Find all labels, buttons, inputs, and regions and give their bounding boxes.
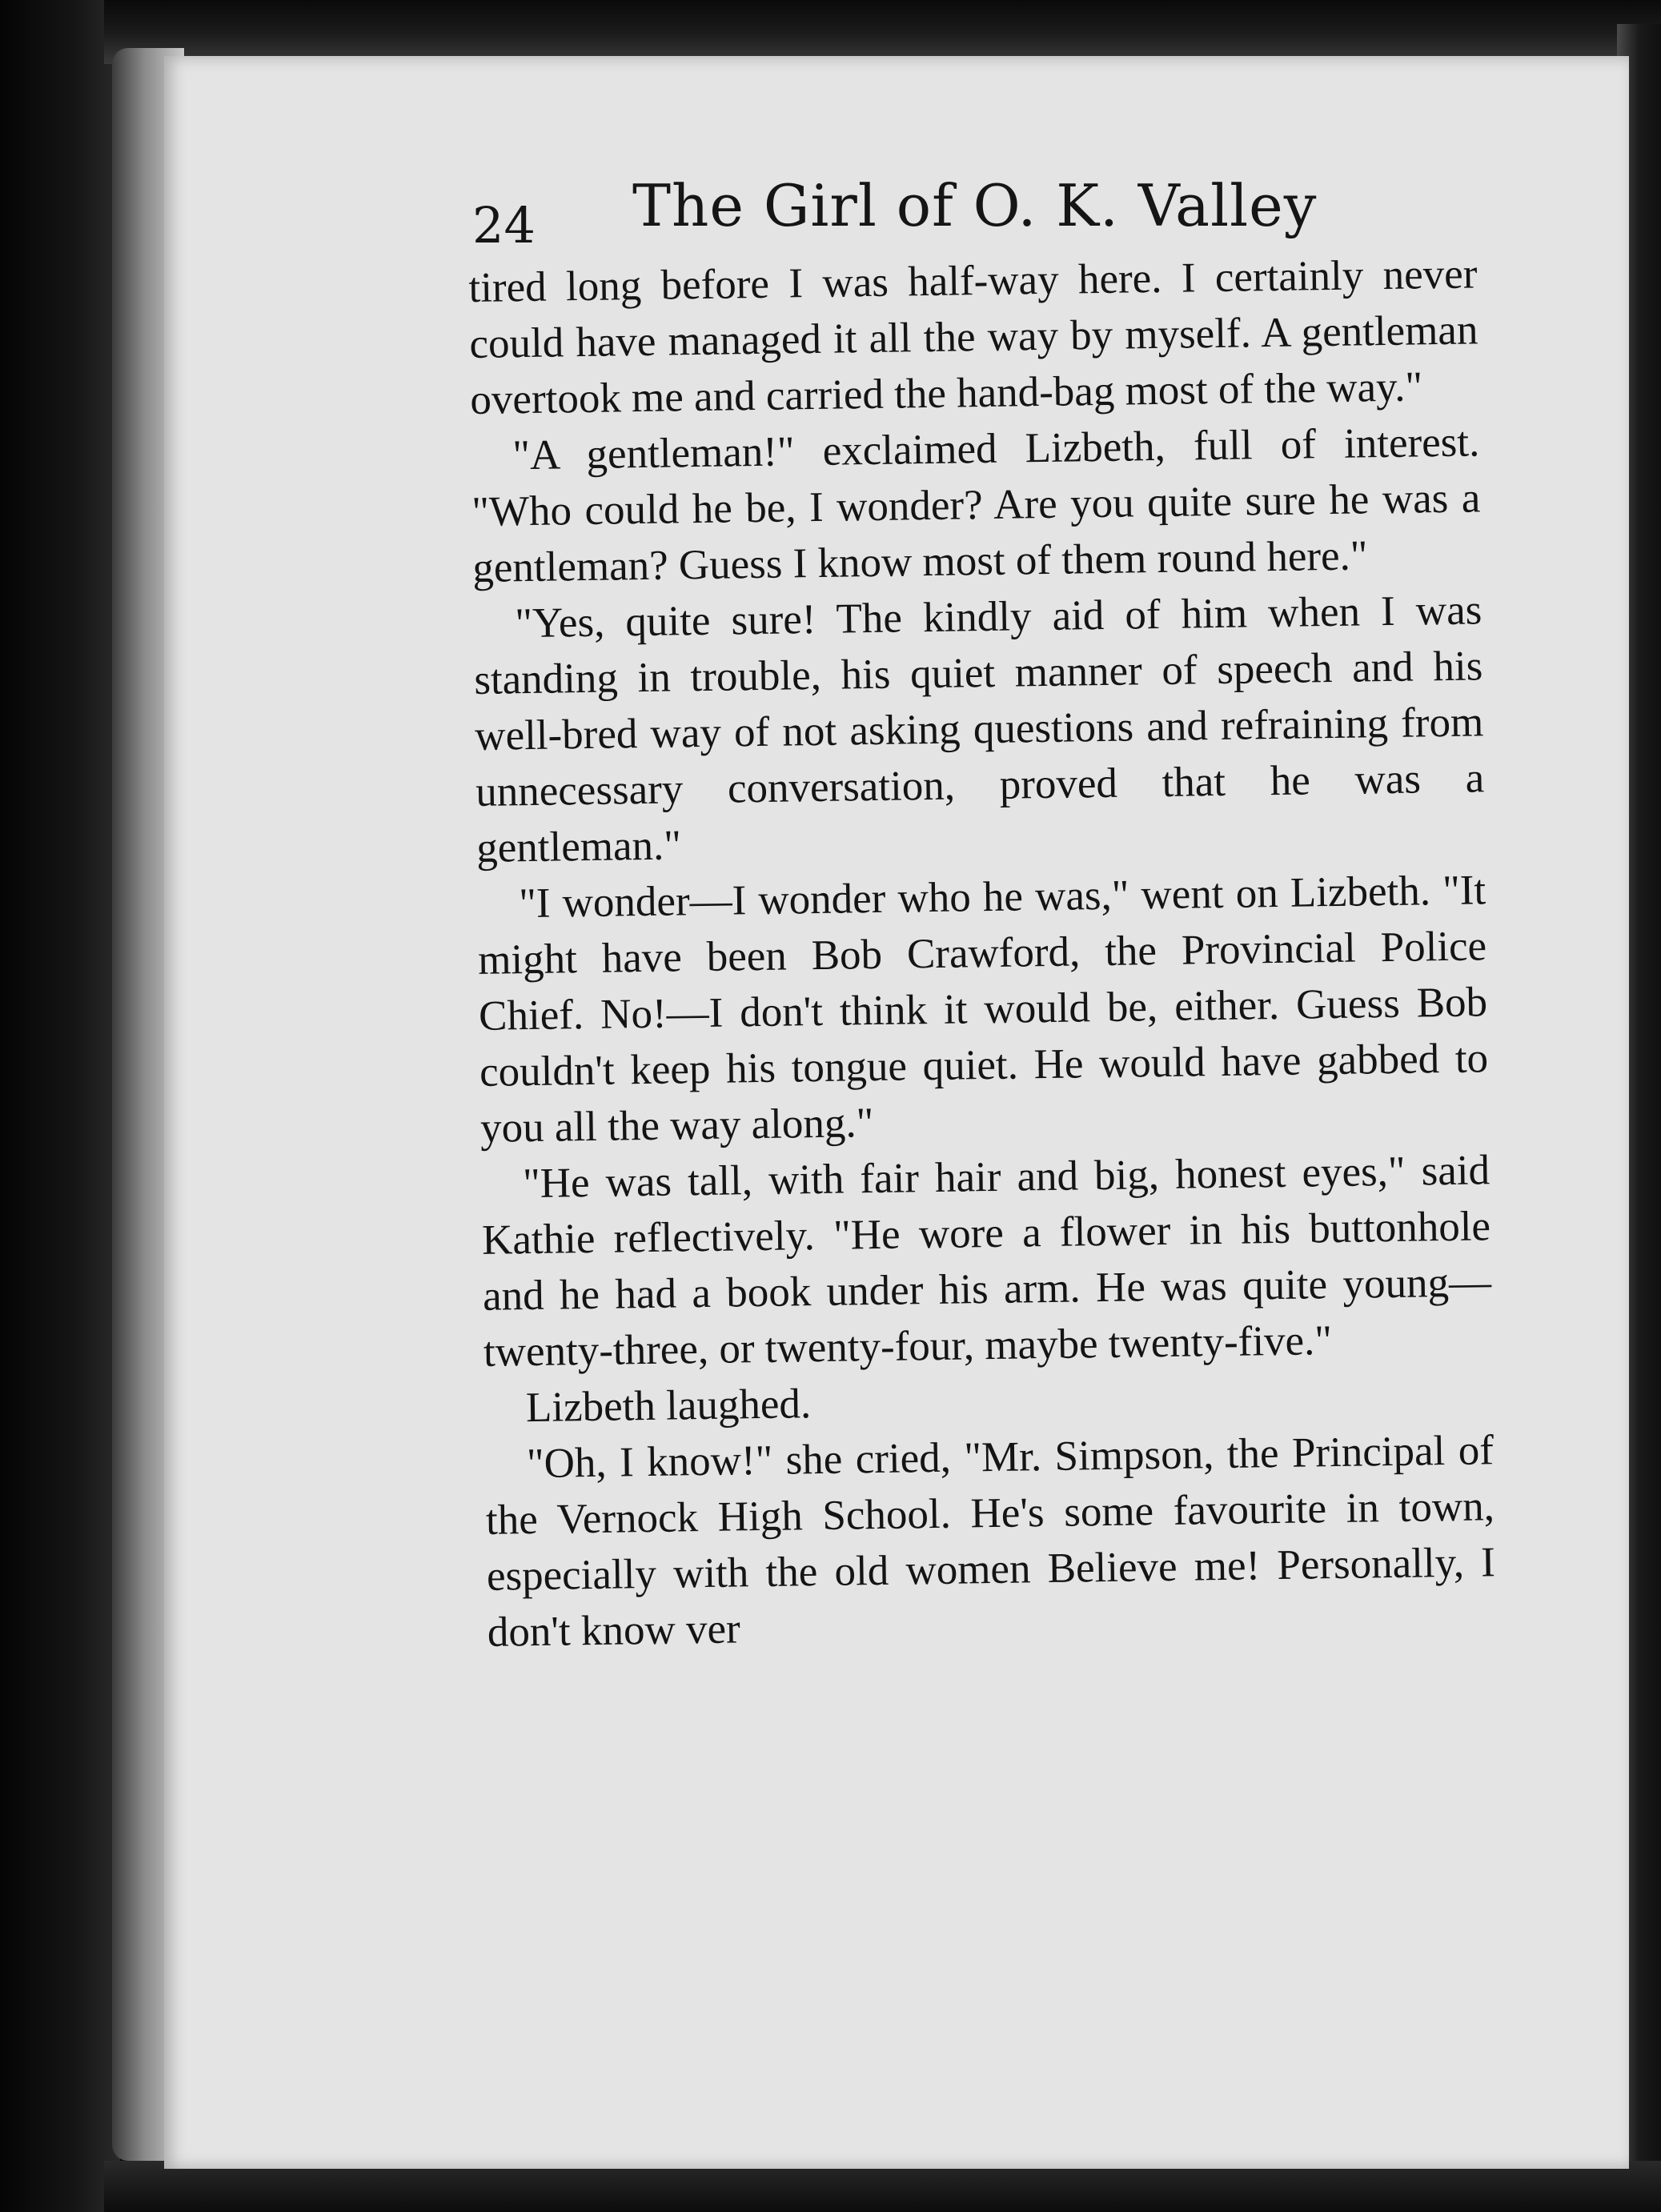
page-number: 24	[472, 196, 536, 254]
paragraph: Lizbeth laughed.	[525, 1380, 812, 1432]
scan-left-border	[0, 0, 120, 2212]
paragraph: "Yes, quite sure! The kindly aid of him when I was standing in trouble, his quiet manner of speech and his well-bred way of not asking questions and refraining from unnecessary conversation, proved that he was a gentleman."	[473, 587, 1485, 872]
running-title: The Girl of O. K. Valley	[632, 172, 1318, 239]
paragraph: tired long before I was half-way here. I certainly never could have managed it all the way by myself. A gentleman overtook me and carried the hand-bag most of the way."	[468, 250, 1478, 423]
paragraph: "He was tall, with fair hair and big, honest eyes," said Kathie reflectively. "He wore a flower in his buttonhole and he had a book under his arm. He was quite young—twenty-three, or twenty-four, maybe twenty-five."	[481, 1147, 1492, 1376]
page-header	[472, 172, 1353, 260]
scan-top-border	[104, 0, 1661, 64]
paragraph: "I wonder—I wonder who he was," went on Lizbeth. "It might have been Bob Crawford, the Provincial Police Chief. No!—I don't think it would be, either. Guess Bob couldn't keep his tongue quiet. He would have gabbed to you all the way along."	[477, 867, 1489, 1152]
body-text	[468, 246, 1496, 1660]
paragraph: "A gentleman!" exclaimed Lizbeth, full of interest. "Who could he be, I wonder? Are you quite sure he was a gentleman? Guess I know most of them round here."	[471, 419, 1481, 591]
paragraph: "Oh, I know!" she cried, "Mr. Simpson, the Principal of the Vernock High School. He's some favourite in town, especially with the old women Believe me! Personally, I don't know ver	[485, 1427, 1496, 1656]
